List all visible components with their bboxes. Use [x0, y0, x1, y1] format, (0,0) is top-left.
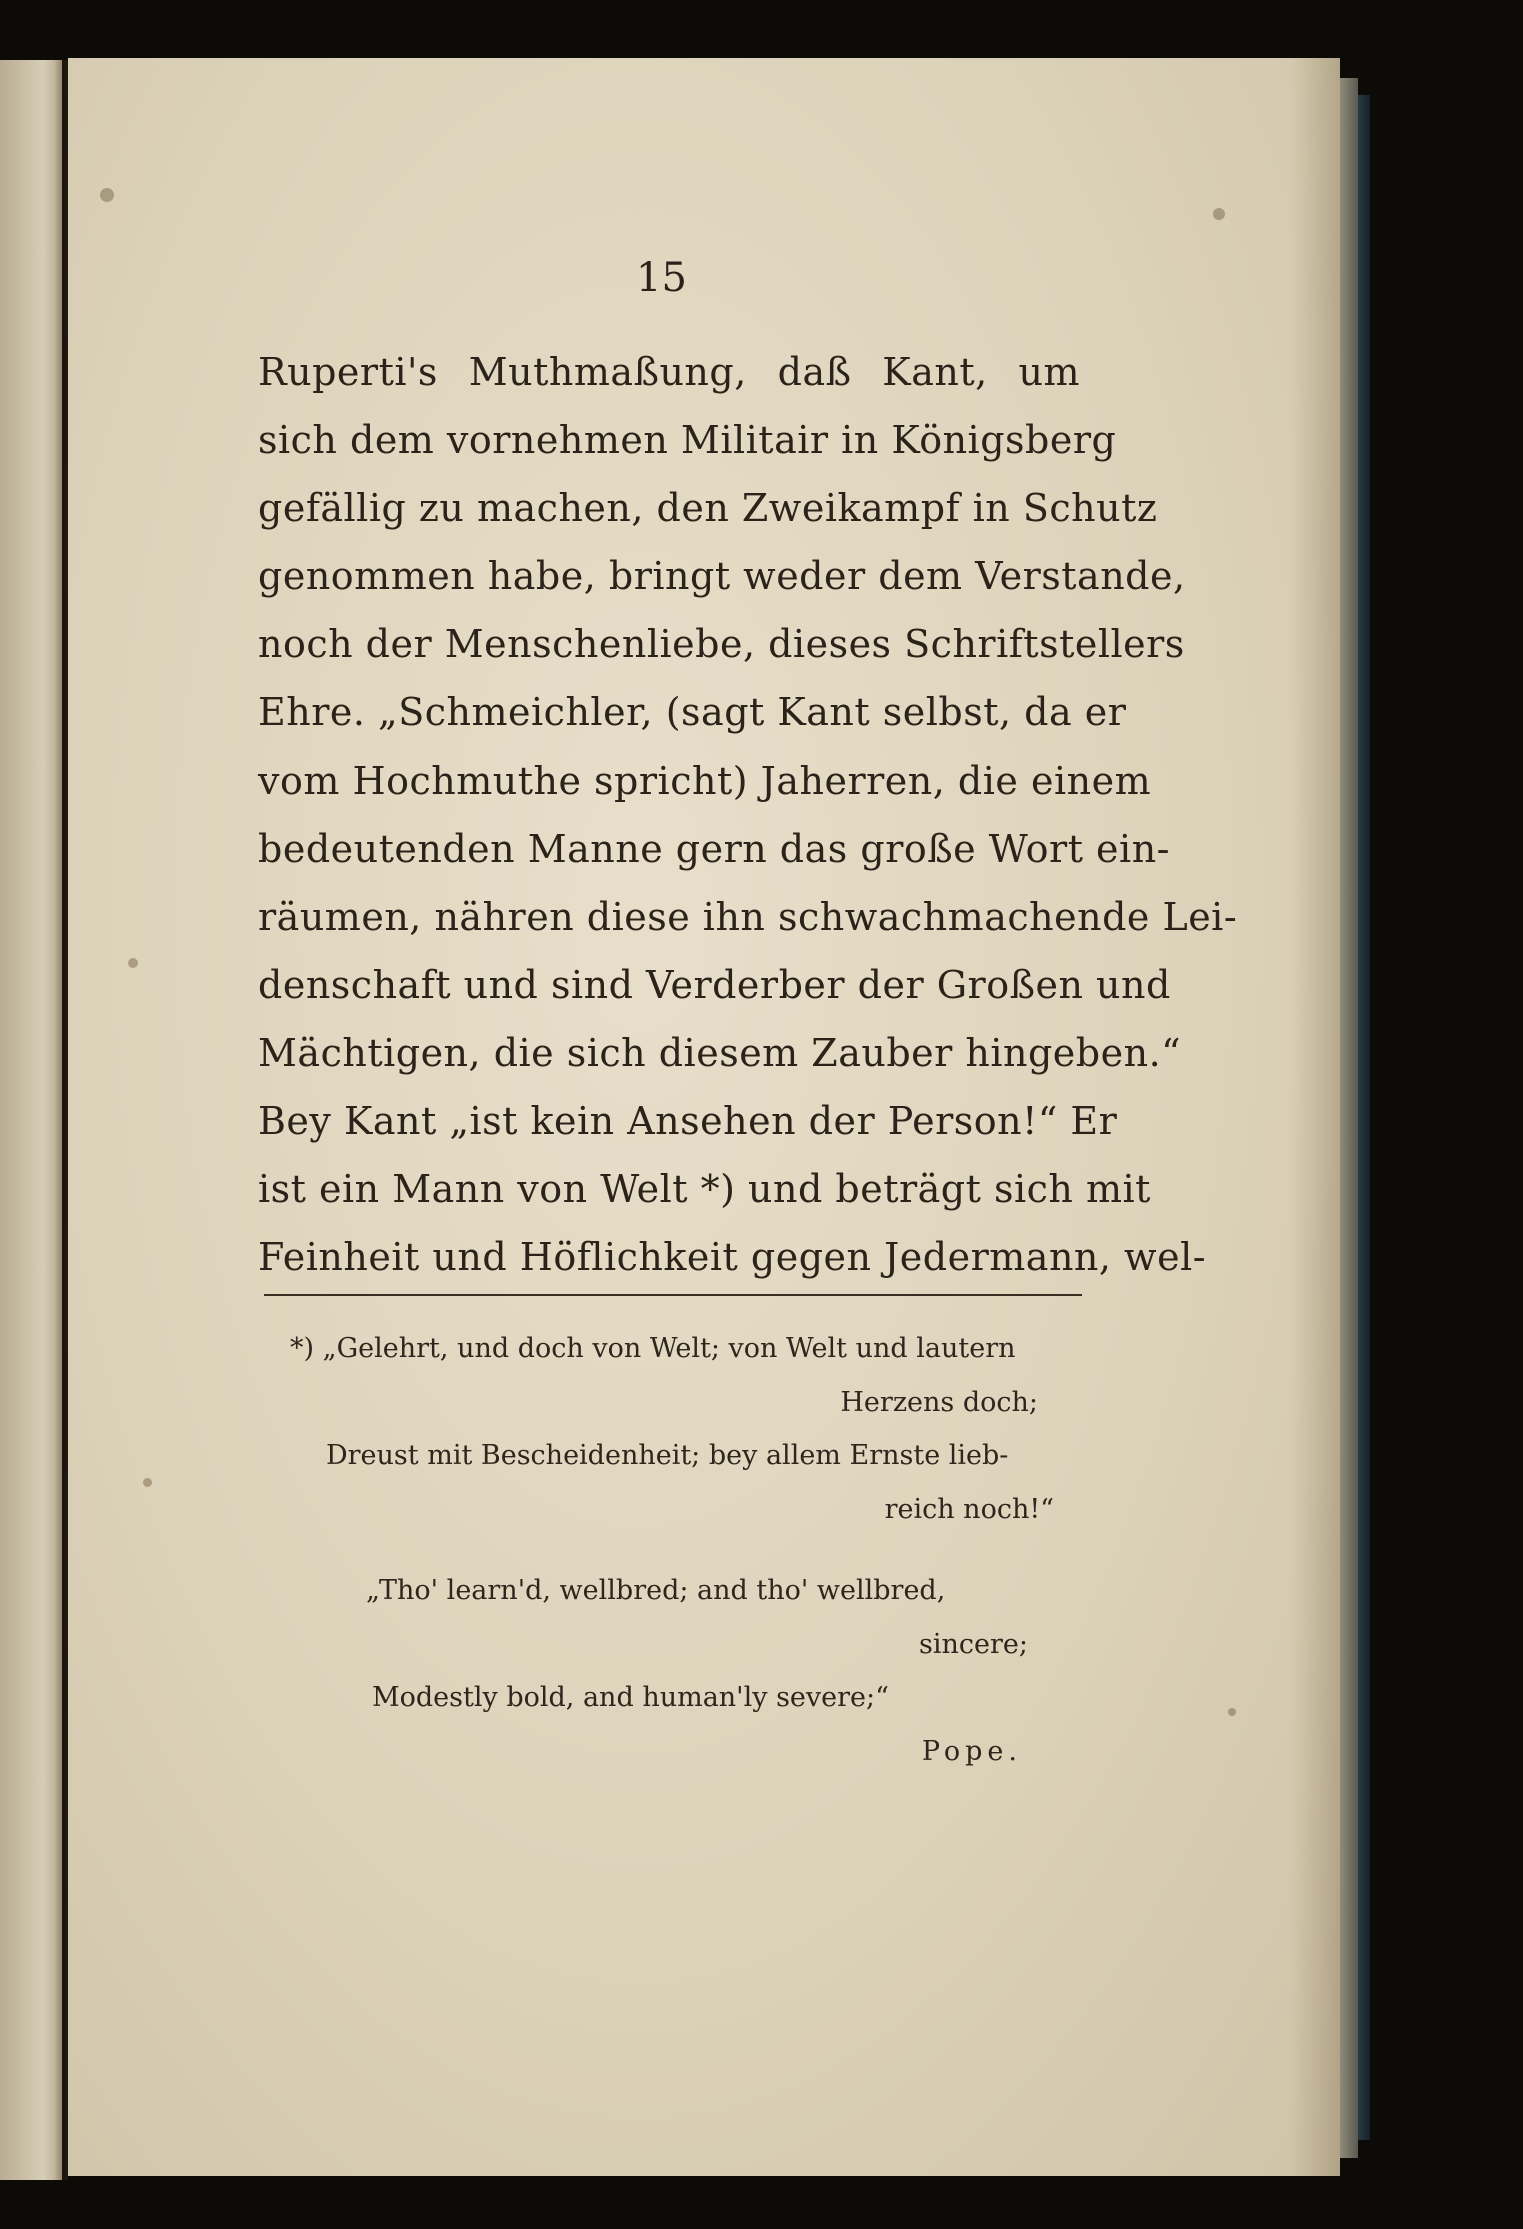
- page-edge-shade: [1290, 58, 1340, 2176]
- text-line: bedeutenden Manne gern das große Wort ein-: [258, 826, 1171, 871]
- text-line: sich dem vornehmen Militair in Königsberg: [258, 418, 1117, 463]
- footnote-line: Modestly bold, and human'ly severe;“: [372, 1682, 889, 1713]
- gutter-shadow: [54, 60, 68, 2180]
- paper-speck: [128, 958, 138, 968]
- page-number: 15: [636, 255, 687, 301]
- footnote-line: „Tho' learn'd, wellbred; and tho' wellbred,: [366, 1575, 946, 1606]
- text-line: gefällig zu machen, den Zweikampf in Schutz: [258, 486, 1158, 531]
- text-line: noch der Menschenliebe, dieses Schriftstellers: [258, 622, 1185, 667]
- text-line: genommen habe, bringt weder dem Verstande,: [258, 554, 1186, 599]
- text-line: Mächtigen, die sich diesem Zauber hingeben.“: [258, 1030, 1182, 1075]
- text-line: ist ein Mann von Welt *) und beträgt sich mit: [258, 1167, 1151, 1212]
- book-cover-edge: [1358, 95, 1370, 2140]
- page-stack-edge: [1340, 78, 1358, 2158]
- text-line: Bey Kant „ist kein Ansehen der Person!“ Er: [258, 1099, 1118, 1144]
- body-text: [258, 338, 1238, 1291]
- text-line: denschaft und sind Verderber der Großen und: [258, 962, 1171, 1007]
- footnote: [262, 1322, 1084, 1778]
- paper-speck: [1213, 208, 1225, 220]
- paper-speck: [1228, 1708, 1236, 1716]
- text-line: Ruperti's Muthmaßung, daß Kant, um: [258, 350, 1080, 394]
- footnote-line: Dreust mit Bescheidenheit; bey allem Ernste lieb-: [326, 1440, 1009, 1471]
- text-line: vom Hochmuthe spricht) Jaherren, die einem: [258, 758, 1152, 803]
- text-line: Ehre. „Schmeichler, (sagt Kant selbst, da er: [258, 690, 1127, 735]
- paper-speck: [143, 1478, 152, 1487]
- footnote-rule: [264, 1294, 1082, 1296]
- footnote-line: sincere;: [919, 1628, 1028, 1660]
- footnote-line: reich noch!“: [884, 1493, 1054, 1525]
- facing-page-edge: [0, 60, 62, 2180]
- footnote-line: Herzens doch;: [840, 1386, 1038, 1418]
- paper-speck: [100, 188, 114, 202]
- footnote-line: *) „Gelehrt, und doch von Welt; von Welt und lautern: [290, 1333, 1016, 1364]
- footnote-attribution: Pope.: [921, 1735, 1022, 1767]
- text-line: räumen, nähren diese ihn schwachmachende Lei-: [258, 894, 1238, 939]
- text-line: Feinheit und Höflichkeit gegen Jedermann, wel-: [258, 1235, 1207, 1280]
